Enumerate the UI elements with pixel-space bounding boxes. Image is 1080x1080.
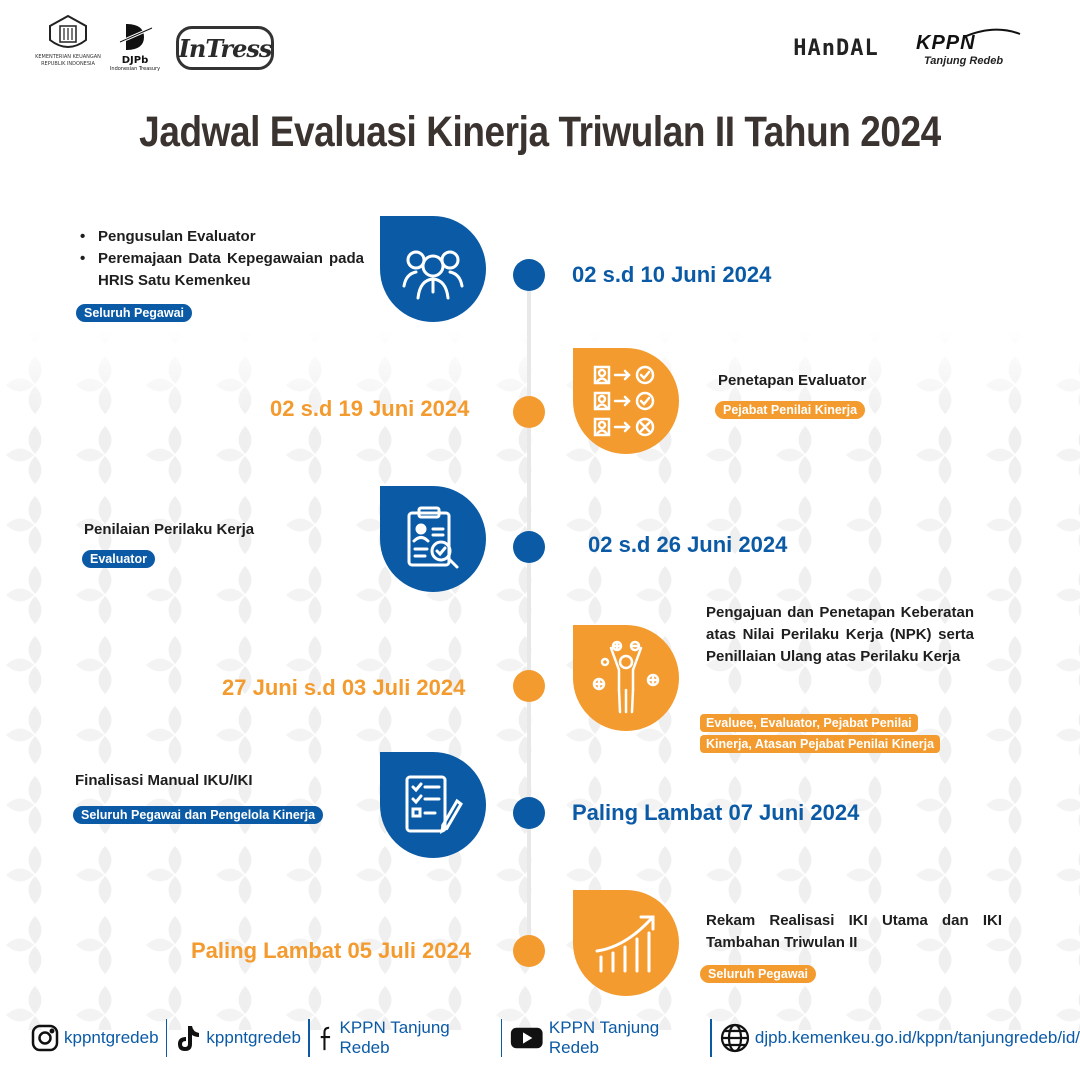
djpb-emblem-icon bbox=[116, 20, 154, 54]
kemenkeu-emblem-icon bbox=[46, 14, 90, 54]
handal-logo bbox=[776, 36, 896, 61]
item-6-date: Paling Lambat 05 Juli 2024 bbox=[191, 938, 472, 963]
item-1-badge: Seluruh Pegawai bbox=[76, 304, 192, 322]
intress-wordmark: InTress bbox=[178, 33, 272, 63]
item-3-badge: Evaluator bbox=[82, 550, 155, 568]
youtube-icon bbox=[509, 1024, 544, 1052]
item-5-icon-box bbox=[380, 752, 486, 858]
djpb-logo bbox=[106, 20, 164, 72]
item-1-bullet: • Pengusulan Evaluator bbox=[78, 226, 364, 248]
djpb-subtitle: Indonesian Treasury bbox=[109, 66, 161, 72]
website-url: djpb.kemenkeu.go.id/kppn/tanjungredeb/id/ bbox=[754, 1028, 1080, 1047]
kemenkeu-logo bbox=[34, 14, 102, 68]
youtube-link[interactable] bbox=[509, 1018, 703, 1058]
kemenkeu-caption: KEMENTERIAN KEUANGAN REPUBLIK INDONESIA bbox=[35, 54, 101, 67]
tiktok-handle: kppntgredeb bbox=[206, 1028, 301, 1047]
item-1-description bbox=[78, 226, 364, 292]
item-3-date: 02 s.d 26 Juni 2024 bbox=[588, 532, 788, 557]
item-4-date: 27 Juni s.d 03 Juli 2024 bbox=[222, 675, 466, 700]
intress-logo bbox=[176, 26, 274, 70]
item-5-description: Finalisasi Manual IKU/IKI bbox=[75, 772, 253, 789]
item-4-badge-line: Kinerja, Atasan Pejabat Penilai Kinerja bbox=[700, 735, 940, 753]
globe-icon bbox=[719, 1022, 751, 1054]
item-3-dot bbox=[513, 531, 545, 563]
people-group-icon bbox=[398, 234, 468, 304]
item-1-icon-box bbox=[380, 216, 486, 322]
item-5-badge: Seluruh Pegawai dan Pengelola Kinerja bbox=[73, 806, 323, 824]
footer-divider bbox=[710, 1019, 712, 1057]
item-1-bullet: • Peremajaan Data Kepegawaian pada HRIS Satu Kemenkeu bbox=[78, 248, 364, 292]
website-link[interactable] bbox=[719, 1022, 1080, 1054]
footer-divider bbox=[308, 1019, 310, 1057]
item-5-dot bbox=[513, 797, 545, 829]
item-1-date: 02 s.d 10 Juni 2024 bbox=[572, 262, 772, 287]
facebook-name: KPPN Tanjung Redeb bbox=[339, 1018, 450, 1057]
handal-wordmark: HAnDAL bbox=[793, 36, 879, 61]
instagram-handle: kppntgredeb bbox=[64, 1028, 159, 1047]
item-2-icon-box bbox=[573, 348, 679, 454]
item-6-icon-box bbox=[573, 890, 679, 996]
item-5-date: Paling Lambat 07 Juni 2024 bbox=[572, 800, 860, 825]
item-6-description: Rekam Realisasi IKI Utama dan IKI Tambahan Triwulan II bbox=[706, 912, 1002, 951]
tiktok-link[interactable] bbox=[174, 1023, 301, 1053]
footer-divider bbox=[166, 1019, 168, 1057]
kppn-swoosh-icon bbox=[924, 28, 1024, 38]
item-3-description: Penilaian Perilaku Kerja bbox=[84, 521, 255, 538]
item-6-badge: Seluruh Pegawai bbox=[700, 965, 816, 983]
kppn-logo bbox=[916, 32, 1036, 67]
item-1-dot bbox=[513, 259, 545, 291]
growth-chart-icon bbox=[591, 911, 661, 975]
item-2-badge: Pejabat Penilai Kinerja bbox=[715, 401, 865, 419]
item-3-icon-box bbox=[380, 486, 486, 592]
item-4-badge-line: Evaluee, Evaluator, Pejabat Penilai bbox=[700, 714, 918, 732]
social-footer bbox=[30, 1016, 1080, 1060]
facebook-icon bbox=[317, 1023, 336, 1053]
item-2-description: Penetapan Evaluator bbox=[718, 372, 867, 389]
evaluator-selection-icon bbox=[591, 361, 661, 441]
item-2-date: 02 s.d 19 Juni 2024 bbox=[270, 396, 470, 421]
page-title: Jadwal Evaluasi Kinerja Triwulan II Tahun 2024 bbox=[139, 108, 941, 156]
item-4-icon-box bbox=[573, 625, 679, 731]
checklist-pencil-icon bbox=[403, 773, 463, 837]
item-4-dot bbox=[513, 670, 545, 702]
item-4-description: Pengajuan dan Penetapan Keberatan atas Nilai Perilaku Kerja (NPK) serta Penillaian Ulang atas Perilaku Kerja bbox=[706, 604, 974, 665]
djpb-name: DJPb bbox=[121, 55, 149, 66]
kppn-location: Tanjung Redeb bbox=[924, 55, 1004, 67]
clipboard-review-icon bbox=[401, 503, 465, 575]
tiktok-icon bbox=[174, 1023, 202, 1053]
kppn-wordmark: KPPN bbox=[916, 32, 976, 54]
item-6-dot bbox=[513, 935, 545, 967]
item-4-badge bbox=[700, 713, 990, 755]
facebook-link[interactable] bbox=[317, 1018, 494, 1058]
instagram-link[interactable] bbox=[30, 1023, 159, 1053]
person-feedback-icon bbox=[591, 638, 661, 718]
youtube-name: KPPN Tanjung Redeb bbox=[548, 1018, 660, 1057]
footer-divider bbox=[501, 1019, 503, 1057]
instagram-icon bbox=[30, 1023, 60, 1053]
item-2-dot bbox=[513, 396, 545, 428]
timeline-line bbox=[527, 270, 531, 960]
